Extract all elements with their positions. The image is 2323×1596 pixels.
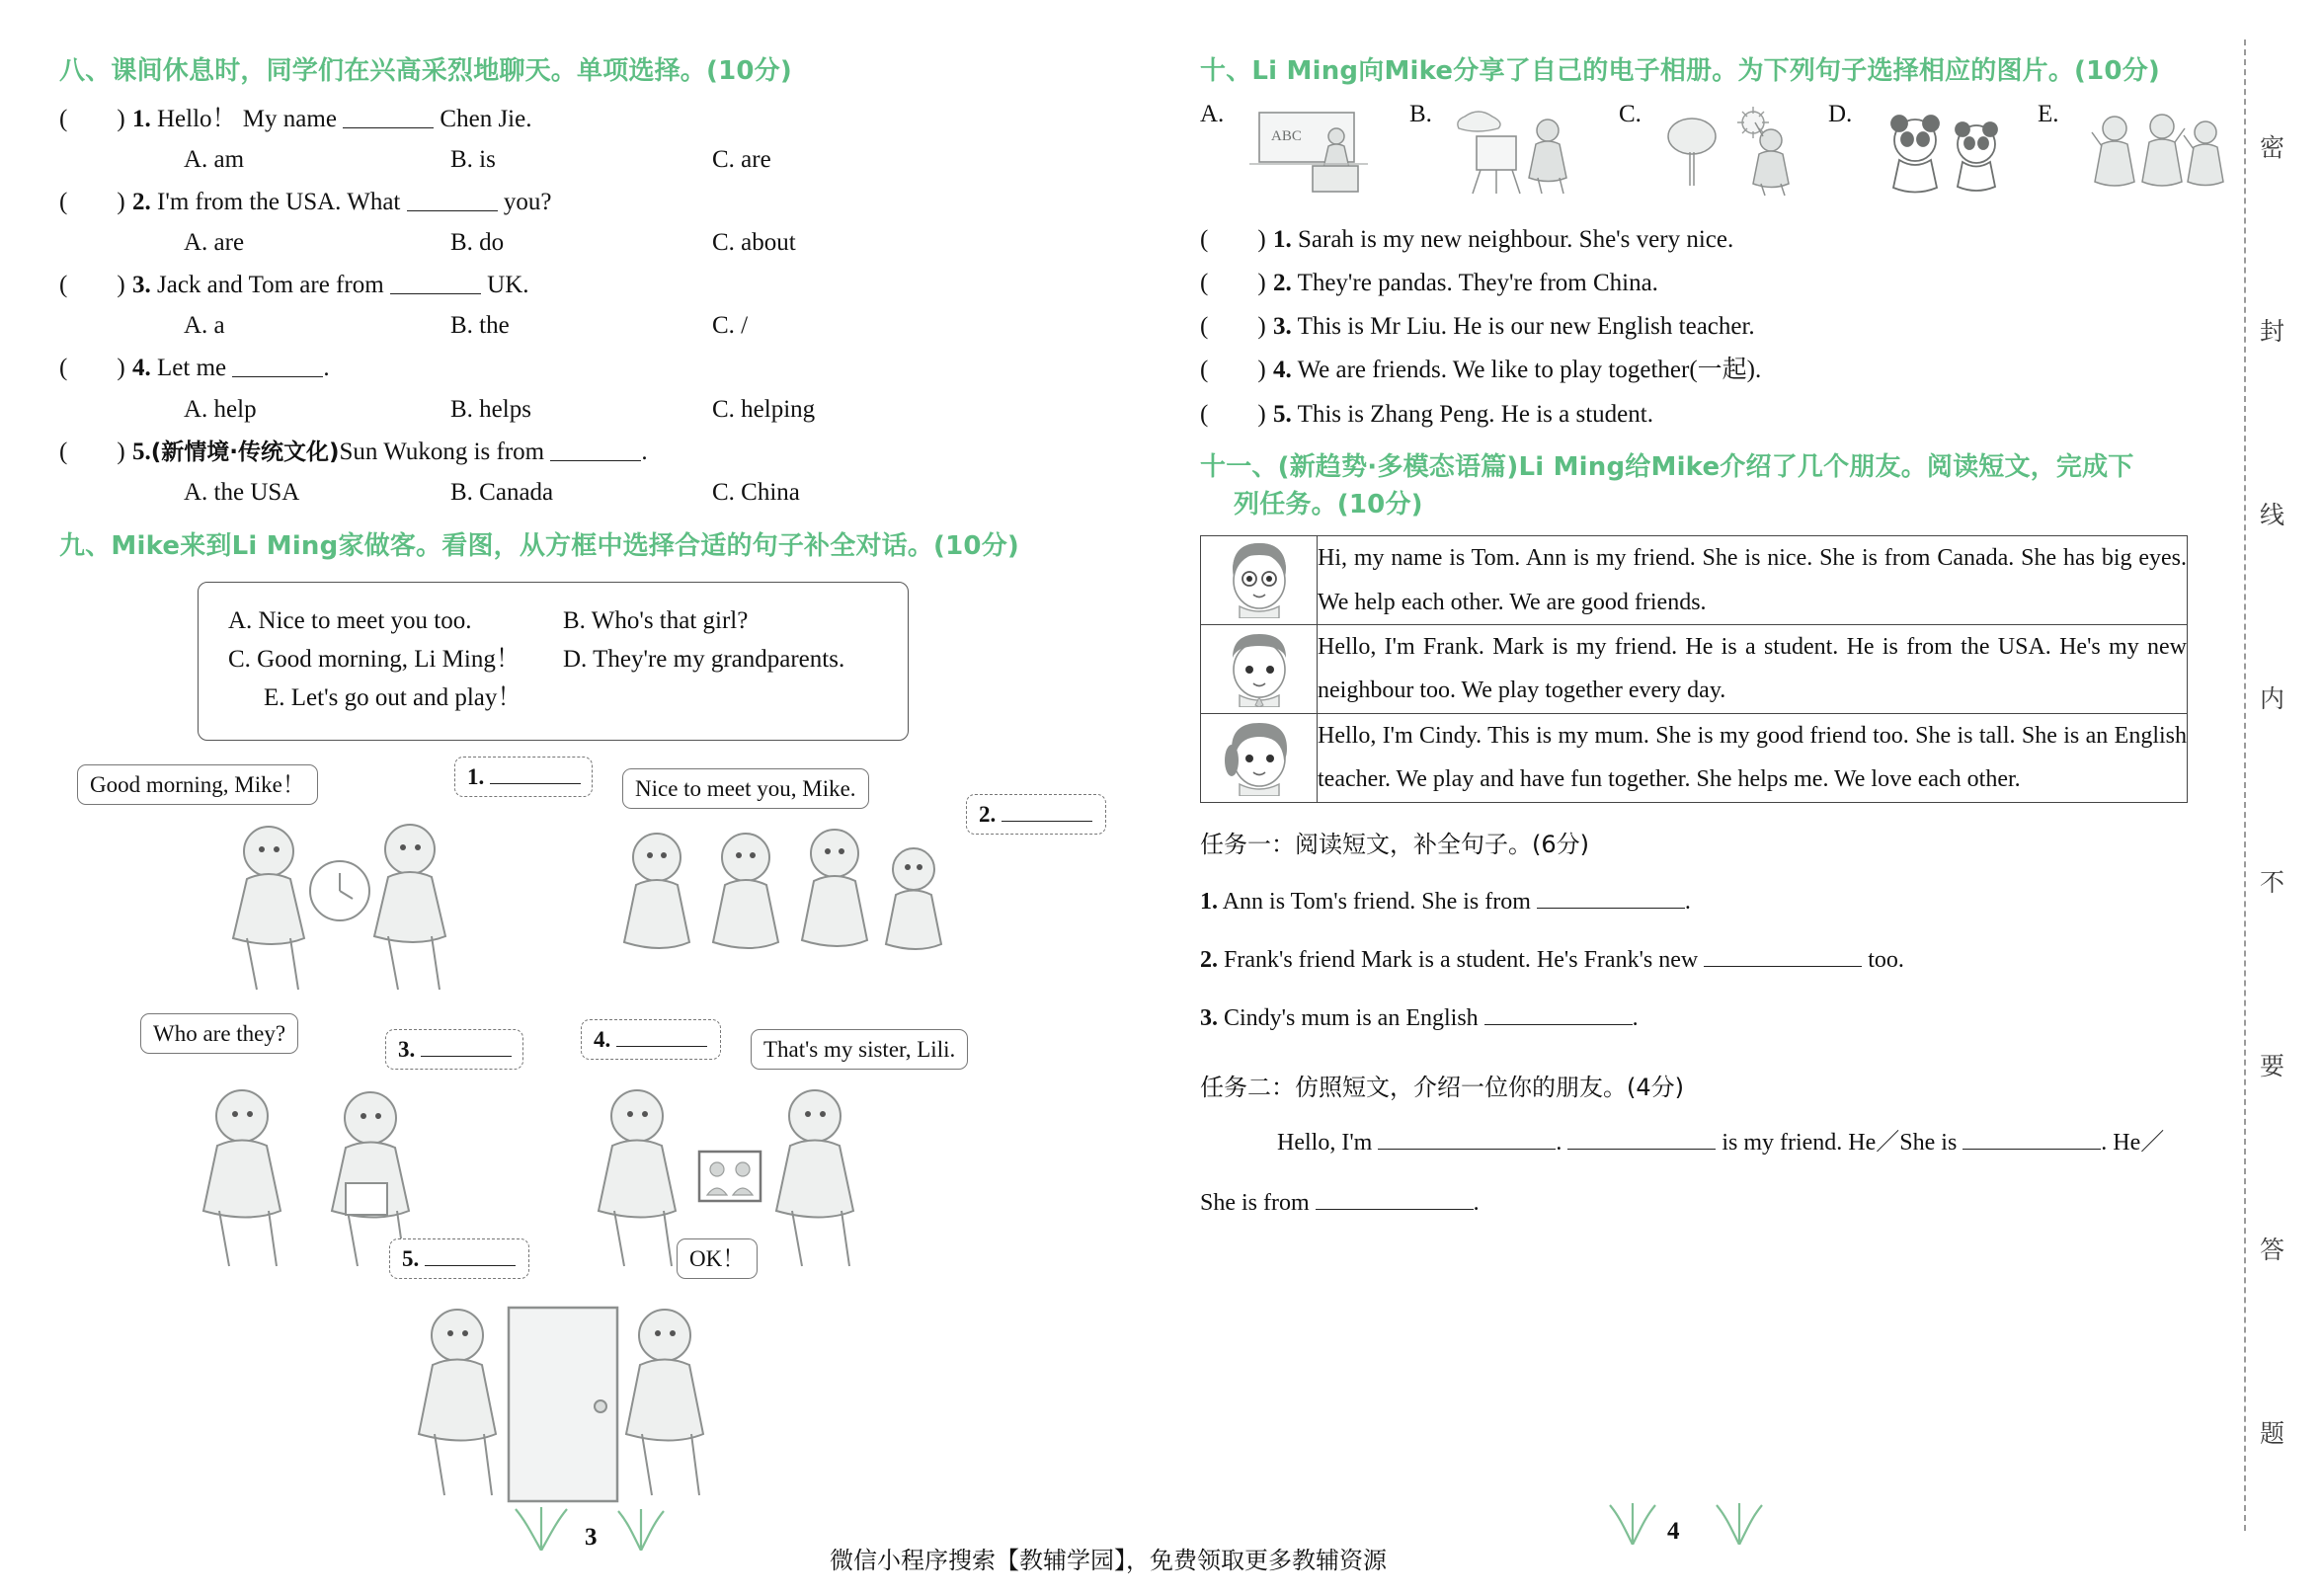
section-11-main: Li Ming给Mike介绍了几个朋友。阅读短文，完成下: [1518, 451, 2134, 482]
option-b[interactable]: B. is: [450, 145, 496, 173]
speech-bubble-4: That's my sister, Lili.: [751, 1029, 968, 1070]
question-stem-pre: Sun Wukong is from: [339, 438, 545, 465]
writing-text-b: .: [1556, 1130, 1562, 1157]
answer-paren[interactable]: ( ): [59, 105, 125, 132]
question-number: 2.: [132, 188, 151, 215]
illustration-boy-at-door: [400, 1296, 726, 1503]
question-number: 1.: [1273, 225, 1292, 253]
passage-text: Hello, I'm Frank. Mark is my friend. He is a student. He is from the USA. He's my new neighbour too. We play together every day.: [1318, 625, 2188, 714]
svg-text:ABC: ABC: [1271, 127, 1302, 144]
leaf-decoration-icon: [1703, 1497, 1776, 1545]
section-11-tag: (新趋势·多模态语篇): [1277, 451, 1519, 482]
leaf-decoration-icon: [1596, 1497, 1669, 1545]
passage-text: Hi, my name is Tom. Ann is my friend. She is nice. She is from Canada. She has big eyes. We help each other. We are good friends.: [1318, 536, 2188, 625]
question-text: This is Mr Liu. He is our new English teacher.: [1297, 313, 1755, 341]
answer-blank[interactable]: [1537, 908, 1685, 909]
answer-blank[interactable]: [1484, 1024, 1633, 1025]
side-char: 答: [2260, 1236, 2287, 1264]
right-column: [1200, 49, 2247, 1220]
item-number: 3.: [1200, 1005, 1218, 1032]
picture-option[interactable]: [2038, 101, 2247, 202]
question-number: 4.: [132, 355, 151, 382]
table-row: [1201, 625, 2188, 714]
option-b[interactable]: B. the: [450, 312, 510, 340]
fill-blank[interactable]: [550, 437, 641, 461]
option-row: [59, 479, 1146, 507]
bank-option-c[interactable]: C. Good morning, Li Ming！: [228, 645, 521, 673]
option-row: [59, 229, 1146, 257]
question-text: This is Zhang Peng. He is a student.: [1297, 400, 1653, 428]
answer-blank[interactable]: [490, 783, 581, 784]
section-8-heading: 八、课间休息时，同学们在兴高采烈地聊天。单项选择。(10分): [59, 56, 792, 86]
question-number: 3.: [132, 272, 151, 299]
item-number: 1.: [1200, 888, 1218, 915]
friends-playing-image: [2079, 107, 2237, 198]
fill-blank[interactable]: [390, 270, 481, 294]
answer-blank[interactable]: [1001, 821, 1092, 822]
section-11-prefix: 十一、: [1200, 451, 1278, 482]
side-char: 线: [2260, 501, 2287, 529]
option-c[interactable]: C. are: [712, 145, 771, 173]
option-a[interactable]: A. are: [184, 229, 245, 257]
task-2-writing-line-2: [1200, 1188, 2247, 1219]
boy-painting-easel-image: [1451, 107, 1609, 198]
reading-passages-table: [1200, 535, 2188, 802]
question-stem-post: Chen Jie.: [440, 105, 532, 132]
task-1-item: [1200, 1003, 2247, 1034]
answer-blank[interactable]: [1316, 1209, 1474, 1210]
answer-blank[interactable]: [1704, 966, 1862, 967]
option-b[interactable]: B. helps: [450, 395, 531, 423]
question-number: 5.: [1273, 400, 1292, 428]
option-c[interactable]: C. China: [712, 478, 800, 506]
leaf-decoration-icon: [606, 1503, 676, 1551]
question-tag: (新情境·传统文化): [150, 439, 340, 465]
question-number: 3.: [1273, 313, 1292, 341]
answer-blank-bubble-3[interactable]: [385, 1029, 523, 1070]
side-char: 密: [2260, 133, 2287, 162]
side-char: 内: [2260, 684, 2287, 713]
fill-blank[interactable]: [232, 353, 323, 377]
question-stem-post: .: [323, 355, 330, 382]
answer-blank-bubble-2[interactable]: [966, 794, 1106, 835]
option-a[interactable]: A. a: [184, 312, 225, 340]
fill-blank[interactable]: [407, 187, 498, 211]
question-row: [59, 353, 1146, 383]
blank-number: 2.: [979, 801, 997, 827]
question-row: [1200, 399, 2247, 430]
question-text: We are friends. We like to play together(一起).: [1297, 357, 1762, 384]
option-c[interactable]: C. about: [712, 229, 796, 257]
answer-paren[interactable]: ( ): [1200, 225, 1266, 253]
answer-blank-bubble-1[interactable]: [454, 757, 593, 797]
section-11-heading: [1200, 449, 2247, 523]
picture-label: D.: [1828, 100, 1853, 127]
item-text-pre: Frank's friend Mark is a student. He's Frank's new: [1224, 946, 1699, 973]
boy-dark-hair-avatar-icon: [1218, 537, 1301, 618]
question-row: [59, 270, 1146, 300]
task-2-writing-line-1: [1200, 1128, 2247, 1158]
side-char: 封: [2260, 317, 2287, 346]
dialogue-comic-scene: [59, 755, 1146, 1308]
option-row: [59, 146, 1146, 174]
picture-option[interactable]: [1409, 101, 1619, 202]
item-number: 2.: [1200, 946, 1218, 973]
avatar-cell: [1201, 625, 1318, 714]
bank-row: [228, 685, 898, 710]
answer-paren[interactable]: ( ): [59, 355, 125, 382]
item-text-post: .: [1684, 888, 1691, 915]
question-text: They're pandas. They're from China.: [1297, 269, 1658, 296]
question-stem-post: UK.: [487, 272, 529, 299]
answer-blank[interactable]: [421, 1056, 512, 1057]
speech-bubble-2: Nice to meet you, Mike.: [622, 768, 869, 809]
question-row: [1200, 268, 2247, 298]
question-row: [59, 187, 1146, 217]
page-number-left: 3: [585, 1524, 598, 1551]
boy-short-hair-avatar-icon: [1218, 626, 1301, 707]
section-10-items: [1200, 224, 2247, 430]
picture-option[interactable]: [1619, 101, 1828, 202]
teacher-at-blackboard-image: [1242, 107, 1400, 198]
item-text-post: .: [1632, 1005, 1639, 1032]
illustration-two-boys-clock: [207, 816, 484, 994]
question-number: 2.: [1273, 269, 1292, 296]
question-stem-post: you?: [503, 188, 552, 215]
answer-blank[interactable]: [425, 1265, 516, 1266]
blank-number: 1.: [467, 763, 485, 789]
table-row: [1201, 713, 2188, 802]
answer-paren[interactable]: ( ): [59, 272, 125, 299]
question-stem-post: .: [641, 438, 648, 465]
section-9-heading: 九、Mike来到Li Ming家做客。看图，从方框中选择合适的句子补全对话。(10分): [59, 530, 1019, 561]
question-row: [1200, 355, 2247, 385]
option-a[interactable]: A. am: [184, 145, 245, 173]
bank-option-d[interactable]: D. They're my grandparents.: [563, 645, 845, 673]
answer-paren[interactable]: ( ): [59, 188, 125, 215]
bank-row: [228, 647, 898, 672]
illustration-greeting-group: [612, 824, 958, 1001]
picture-label: B.: [1409, 100, 1432, 127]
question-row: [59, 437, 1146, 467]
answer-blank-bubble-4[interactable]: [581, 1019, 721, 1060]
task-2-heading: 任务二：仿照短文，介绍一位你的朋友。(4分): [1200, 1074, 1684, 1102]
answer-blank[interactable]: [1378, 1149, 1556, 1150]
girl-ponytail-avatar-icon: [1218, 715, 1301, 796]
bank-option-e[interactable]: E. Let's go out and play！: [264, 683, 522, 711]
writing-text-c: is my friend. He／She is: [1722, 1130, 1958, 1157]
bank-row: [228, 608, 898, 633]
fill-blank[interactable]: [343, 104, 434, 128]
leaf-decoration-icon: [502, 1503, 581, 1551]
option-c[interactable]: C. /: [712, 312, 749, 340]
question-stem-pre: Let me: [157, 355, 227, 382]
sentence-bank-box: [198, 582, 909, 741]
task-1-item: [1200, 887, 2247, 918]
avatar-cell: [1201, 713, 1318, 802]
speech-bubble-1: Good morning, Mike！: [77, 764, 318, 805]
answer-blank[interactable]: [616, 1046, 707, 1047]
answer-paren[interactable]: ( ): [1200, 400, 1266, 428]
picture-option[interactable]: [1828, 101, 2038, 202]
side-char: 要: [2260, 1052, 2287, 1080]
bank-option-b[interactable]: B. Who's that girl?: [563, 606, 749, 634]
blank-number: 4.: [594, 1026, 611, 1052]
left-column: [59, 49, 1146, 1308]
avatar-cell: [1201, 536, 1318, 625]
question-row: [59, 104, 1146, 134]
writing-text-f: .: [1473, 1190, 1480, 1217]
item-text-post: too.: [1868, 946, 1904, 973]
picture-label: E.: [2038, 100, 2059, 127]
side-char: 题: [2260, 1419, 2287, 1448]
question-row: [1200, 311, 2247, 342]
speech-bubble-3: Who are they?: [140, 1013, 298, 1054]
option-c[interactable]: C. helping: [712, 395, 816, 423]
boy-under-tree-sun-image: [1660, 107, 1818, 198]
task-1-item: [1200, 945, 2247, 976]
question-row: [1200, 224, 2247, 255]
question-number: 1.: [132, 105, 151, 132]
binding-line-text: [2260, 128, 2286, 1450]
option-b[interactable]: B. Canada: [450, 478, 554, 506]
binding-line-band: [2236, 40, 2305, 1531]
picture-option[interactable]: [1200, 101, 1409, 202]
writing-text-d: . He／: [2101, 1130, 2165, 1157]
side-char: 不: [2260, 868, 2287, 897]
question-number: 5.: [132, 438, 151, 465]
writing-text-a: Hello, I'm: [1277, 1130, 1373, 1157]
table-row: [1201, 536, 2188, 625]
option-a[interactable]: A. help: [184, 395, 257, 423]
section-11-line2: 列任务。(10分): [1234, 489, 1423, 519]
question-stem-pre: Jack and Tom are from: [157, 272, 384, 299]
two-pandas-image: [1870, 107, 2028, 198]
page-number-right: 4: [1667, 1518, 1680, 1545]
dashed-binding-line: [2244, 40, 2246, 1531]
question-stem-pre: I'm from the USA. What: [157, 188, 401, 215]
option-row: [59, 312, 1146, 340]
blank-number: 5.: [402, 1245, 420, 1271]
picture-label: A.: [1200, 100, 1225, 127]
question-stem-pre: Hello！ My name: [157, 105, 337, 132]
writing-text-e: She is from: [1200, 1190, 1310, 1217]
picture-label: C.: [1619, 100, 1642, 127]
option-b[interactable]: B. do: [450, 229, 505, 257]
question-text: Sarah is my new neighbour. She's very nice.: [1298, 225, 1734, 253]
speech-bubble-5: OK！: [677, 1238, 758, 1279]
item-text-pre: Ann is Tom's friend. She is from: [1222, 888, 1531, 915]
option-a[interactable]: A. the USA: [184, 478, 300, 506]
answer-blank[interactable]: [1567, 1149, 1716, 1150]
option-row: [59, 396, 1146, 424]
item-text-pre: Cindy's mum is an English: [1224, 1005, 1479, 1032]
question-number: 4.: [1273, 357, 1292, 384]
bank-option-a[interactable]: A. Nice to meet you too.: [228, 606, 472, 634]
answer-paren[interactable]: ( ): [1200, 313, 1266, 341]
answer-blank-bubble-5[interactable]: [389, 1238, 529, 1279]
section-10-heading: 十、Li Ming向Mike分享了自己的电子相册。为下列句子选择相应的图片。(10分): [1200, 56, 2160, 86]
answer-blank[interactable]: [1963, 1149, 2101, 1150]
picture-options-row: [1200, 101, 2247, 202]
passage-text: Hello, I'm Cindy. This is my mum. She is my good friend too. She is tall. She is an English teacher. We play and have fun together. She helps me. We love each other.: [1318, 713, 2188, 802]
answer-paren[interactable]: ( ): [1200, 357, 1266, 384]
answer-paren[interactable]: ( ): [59, 438, 125, 465]
blank-number: 3.: [398, 1036, 416, 1062]
task-1-heading: 任务一：阅读短文，补全句子。(6分): [1200, 830, 1589, 858]
answer-paren[interactable]: ( ): [1200, 269, 1266, 296]
footer-watermark-note: 微信小程序搜索【教辅学园】，免费领取更多教辅资源: [830, 1547, 1387, 1574]
